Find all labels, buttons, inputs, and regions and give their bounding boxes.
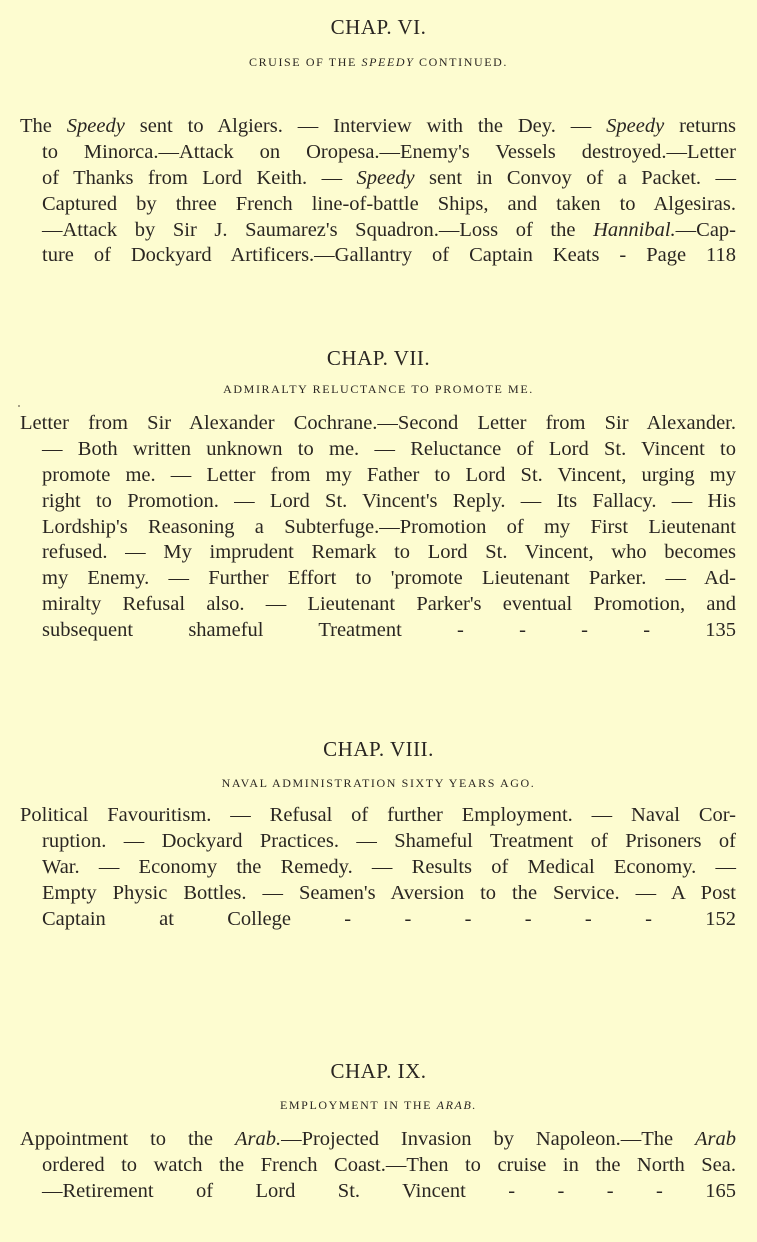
chapter-heading: CHAP. IX. (330, 1059, 427, 1083)
summary-line (42, 566, 736, 592)
summary-line (42, 1153, 736, 1179)
text-segment: Political Favouritism. — Refusal of further Employment. — Naval Cor- (20, 804, 736, 826)
summary-line (42, 1179, 736, 1205)
text-segment: miralty Refusal also. — Lieutenant Parker's eventual Promotion, and (42, 593, 736, 616)
text-segment: refused. — My imprudent Remark to Lord St. Vincent, who becomes (42, 541, 736, 564)
italic-text: SPEEDY (361, 55, 415, 69)
summary-line (42, 829, 736, 855)
text-segment: NAVAL ADMINISTRATION SIXTY YEARS AGO. (221, 776, 536, 790)
text-segment: Lordship's Reasoning a Subterfuge.—Promotion of my First Lieutenant (42, 515, 736, 538)
chapter-subtitle (0, 1098, 757, 1113)
italic-text: ARAB. (436, 1098, 477, 1112)
italic-text: Speedy (606, 115, 665, 137)
text-segment: Empty Physic Bottles. — Seamen's Aversion to the Service. — A Post (42, 881, 736, 904)
chapter-summary (20, 411, 736, 644)
summary-line (42, 540, 736, 566)
summary-line (42, 243, 736, 269)
text-segment: ADMIRALTY RELUCTANCE TO PROMOTE ME. (223, 382, 534, 396)
chapter-heading: CHAP. VI. (330, 15, 427, 39)
text-segment: —Retirement of Lord St. Vincent - - - - 165 (42, 1179, 736, 1202)
summary-line (42, 881, 736, 907)
summary-line (42, 192, 736, 218)
chapter-subtitle (0, 382, 757, 397)
text-segment: —Attack by Sir J. Saumarez's Squadron.—Loss of the (42, 218, 594, 241)
text-segment: my Enemy. — Further Effort to 'promote Lieutenant Parker. — Ad- (42, 567, 736, 590)
summary-line (20, 1127, 736, 1153)
text-segment: right to Promotion. — Lord St. Vincent's Reply. — Its Fallacy. — His (42, 489, 736, 512)
summary-line (20, 803, 736, 829)
text-segment: CRUISE OF THE (248, 55, 362, 69)
text-segment: Captain at College - - - - - - 152 (42, 907, 736, 930)
text-segment: — Both written unknown to me. — Reluctance of Lord St. Vincent to (42, 437, 736, 460)
chapter-heading: CHAP. VIII. (323, 737, 434, 761)
summary-line (42, 489, 736, 515)
text-segment: Appointment to the (20, 1128, 235, 1150)
italic-text: Speedy (66, 115, 125, 137)
chapter-summary (20, 803, 736, 932)
summary-line (20, 114, 736, 140)
summary-line (42, 515, 736, 541)
scan-speck (18, 405, 20, 407)
summary-line (42, 618, 736, 644)
summary-line (42, 907, 736, 933)
text-segment: —Projected Invasion by Napoleon.—The (281, 1128, 695, 1150)
text-segment: —Cap- (675, 218, 736, 241)
summary-line (42, 463, 736, 489)
text-segment: to Minorca.—Attack on Oropesa.—Enemy's Vessels destroyed.—Letter (42, 140, 736, 163)
text-segment: subsequent shameful Treatment - - - - 135 (42, 619, 736, 642)
summary-line (42, 592, 736, 618)
chapter-summary (20, 1127, 736, 1205)
text-segment: ruption. — Dockyard Practices. — Shameful Treatment of Prisoners of (42, 829, 736, 852)
summary-line (42, 218, 736, 244)
chapter-summary (20, 114, 736, 269)
text-segment: ordered to watch the French Coast.—Then to cruise in the North Sea. (42, 1153, 736, 1176)
summary-line (42, 166, 736, 192)
summary-line (42, 140, 736, 166)
text-segment: The (20, 115, 67, 137)
italic-text: Speedy (356, 166, 415, 189)
text-segment: of Thanks from Lord Keith. — (42, 166, 357, 189)
text-segment: sent in Convoy of a Packet. — (414, 166, 736, 189)
summary-line (20, 411, 736, 437)
text-segment: returns (664, 115, 736, 137)
summary-line (42, 855, 736, 881)
chapter-subtitle (0, 776, 757, 791)
text-segment: sent to Algiers. — Interview with the Dey. — (124, 115, 607, 137)
italic-text: Hannibal. (593, 218, 676, 241)
summary-line (42, 437, 736, 463)
italic-text: Arab (694, 1128, 736, 1150)
text-segment: promote me. — Letter from my Father to Lord St. Vincent, urging my (42, 463, 736, 486)
chapter-heading: CHAP. VII. (326, 346, 431, 370)
text-segment: Captured by three French line-of-battle Ships, and taken to Algesiras. (42, 192, 736, 215)
italic-text: Arab. (234, 1128, 282, 1150)
text-segment: CONTINUED. (414, 55, 509, 69)
text-segment: EMPLOYMENT IN THE (279, 1098, 437, 1112)
text-segment: Letter from Sir Alexander Cochrane.—Second Letter from Sir Alexander. (20, 412, 736, 434)
chapter-subtitle (0, 55, 757, 70)
text-segment: War. — Economy the Remedy. — Results of Medical Economy. — (42, 855, 736, 878)
text-segment: ture of Dockyard Artificers.—Gallantry of Captain Keats - Page 118 (42, 244, 736, 267)
